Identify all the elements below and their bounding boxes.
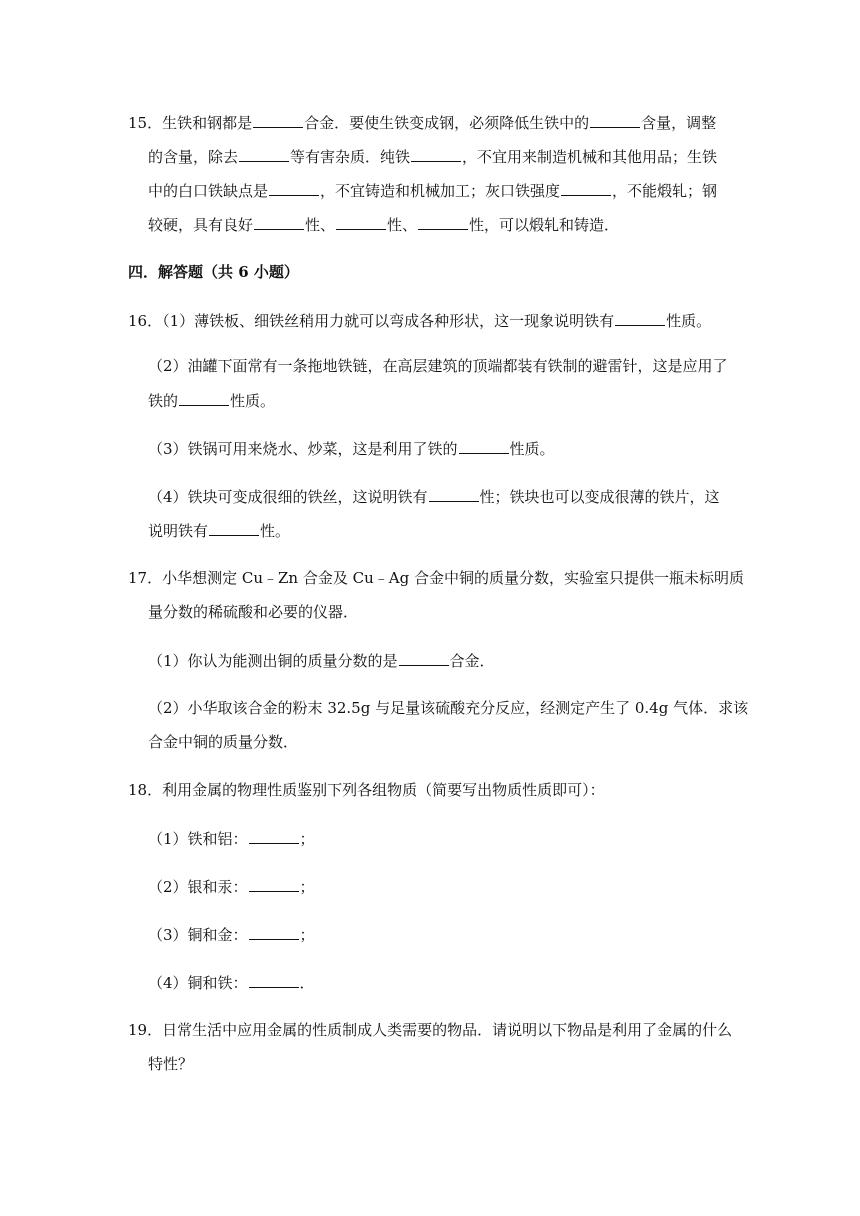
answer-blank [269,180,319,196]
answer-blank [336,214,386,230]
answer-blank [418,214,468,230]
q17-part-1: （1）你认为能测出铜的质量分数的是 合金． [148,652,495,670]
q18-item-1: （1）铁和铝： ； [148,830,315,848]
section-heading: 四．解答题（共 6 小题） [128,263,299,281]
answer-blank [253,112,303,128]
q18-item-2: （2）银和汞： ； [148,878,315,896]
q17-line-2: 量分数的稀硫酸和必要的仪器． [148,603,359,621]
q19-line-1: 19．日常生活中应用金属的性质制成人类需要的物品．请说明以下物品是利用了金属的什么 [128,1021,733,1039]
q19-line-2: 特性？ [148,1055,194,1073]
q16-part-4-line-2: 说明铁有 性。 [148,522,291,540]
q16-part-2-line-1: （2）油罐下面常有一条拖地铁链，在高层建筑的顶端都装有铁制的避雷针，这是应用了 [148,357,728,375]
answer-blank [249,876,299,892]
q17-part-2-line-2: 合金中铜的质量分数． [148,733,299,751]
q15-line-3: 中的白口铁缺点是 ，不宜铸造和机械加工；灰口铁强度 ，不能煅轧；钢 [148,182,718,200]
answer-blank [239,146,289,162]
q15-line-2: 的含量，除去 等有害杂质．纯铁 ，不宜用来制造机械和其他用品；生铁 [148,148,718,166]
answer-blank [615,310,665,326]
q16-part-4-line-1: （4）铁块可变成很细的铁丝，这说明铁有 性；铁块也可以变成很薄的铁片，这 [148,488,720,506]
answer-blank [590,112,640,128]
q18-item-4: （4）铜和铁： ． [148,974,315,992]
answer-blank [399,650,449,666]
answer-blank [209,520,259,536]
q18-item-3: （3）铜和金： ； [148,926,315,944]
answer-blank [254,214,304,230]
answer-blank [459,438,509,454]
q17-line-1: 17．小华想测定 Cu﹣Zn 合金及 Cu﹣Ag 合金中铜的质量分数，实验室只提供一瓶未标明质 [128,569,744,587]
answer-blank [561,180,611,196]
q15-line-1: 15．生铁和钢都是 合金．要使生铁变成钢，必须降低生铁中的 含量，调整 [128,114,717,132]
q16-part-1: 16．（1）薄铁板、细铁丝稍用力就可以弯成各种形状，这一现象说明铁有 性质。 [128,312,712,330]
q17-part-2-line-1: （2）小华取该合金的粉末 32.5g 与足量该硫酸充分反应，经测定产生了 0.4g 气体．求该 [148,699,749,717]
q16-part-2-line-2: 铁的 性质。 [148,392,276,410]
answer-blank [249,972,299,988]
answer-blank [179,390,229,406]
q15-line-4: 较硬，具有良好 性、 性、 性，可以煅轧和铸造． [148,216,620,234]
answer-blank [249,828,299,844]
answer-blank [249,924,299,940]
q16-part-3: （3）铁锅可用来烧水、炒菜，这是利用了铁的 性质。 [148,440,555,458]
answer-blank [411,146,461,162]
answer-blank [429,486,479,502]
q18-stem: 18．利用金属的物理性质鉴别下列各组物质（简要写出物质性质即可）： [128,781,605,799]
